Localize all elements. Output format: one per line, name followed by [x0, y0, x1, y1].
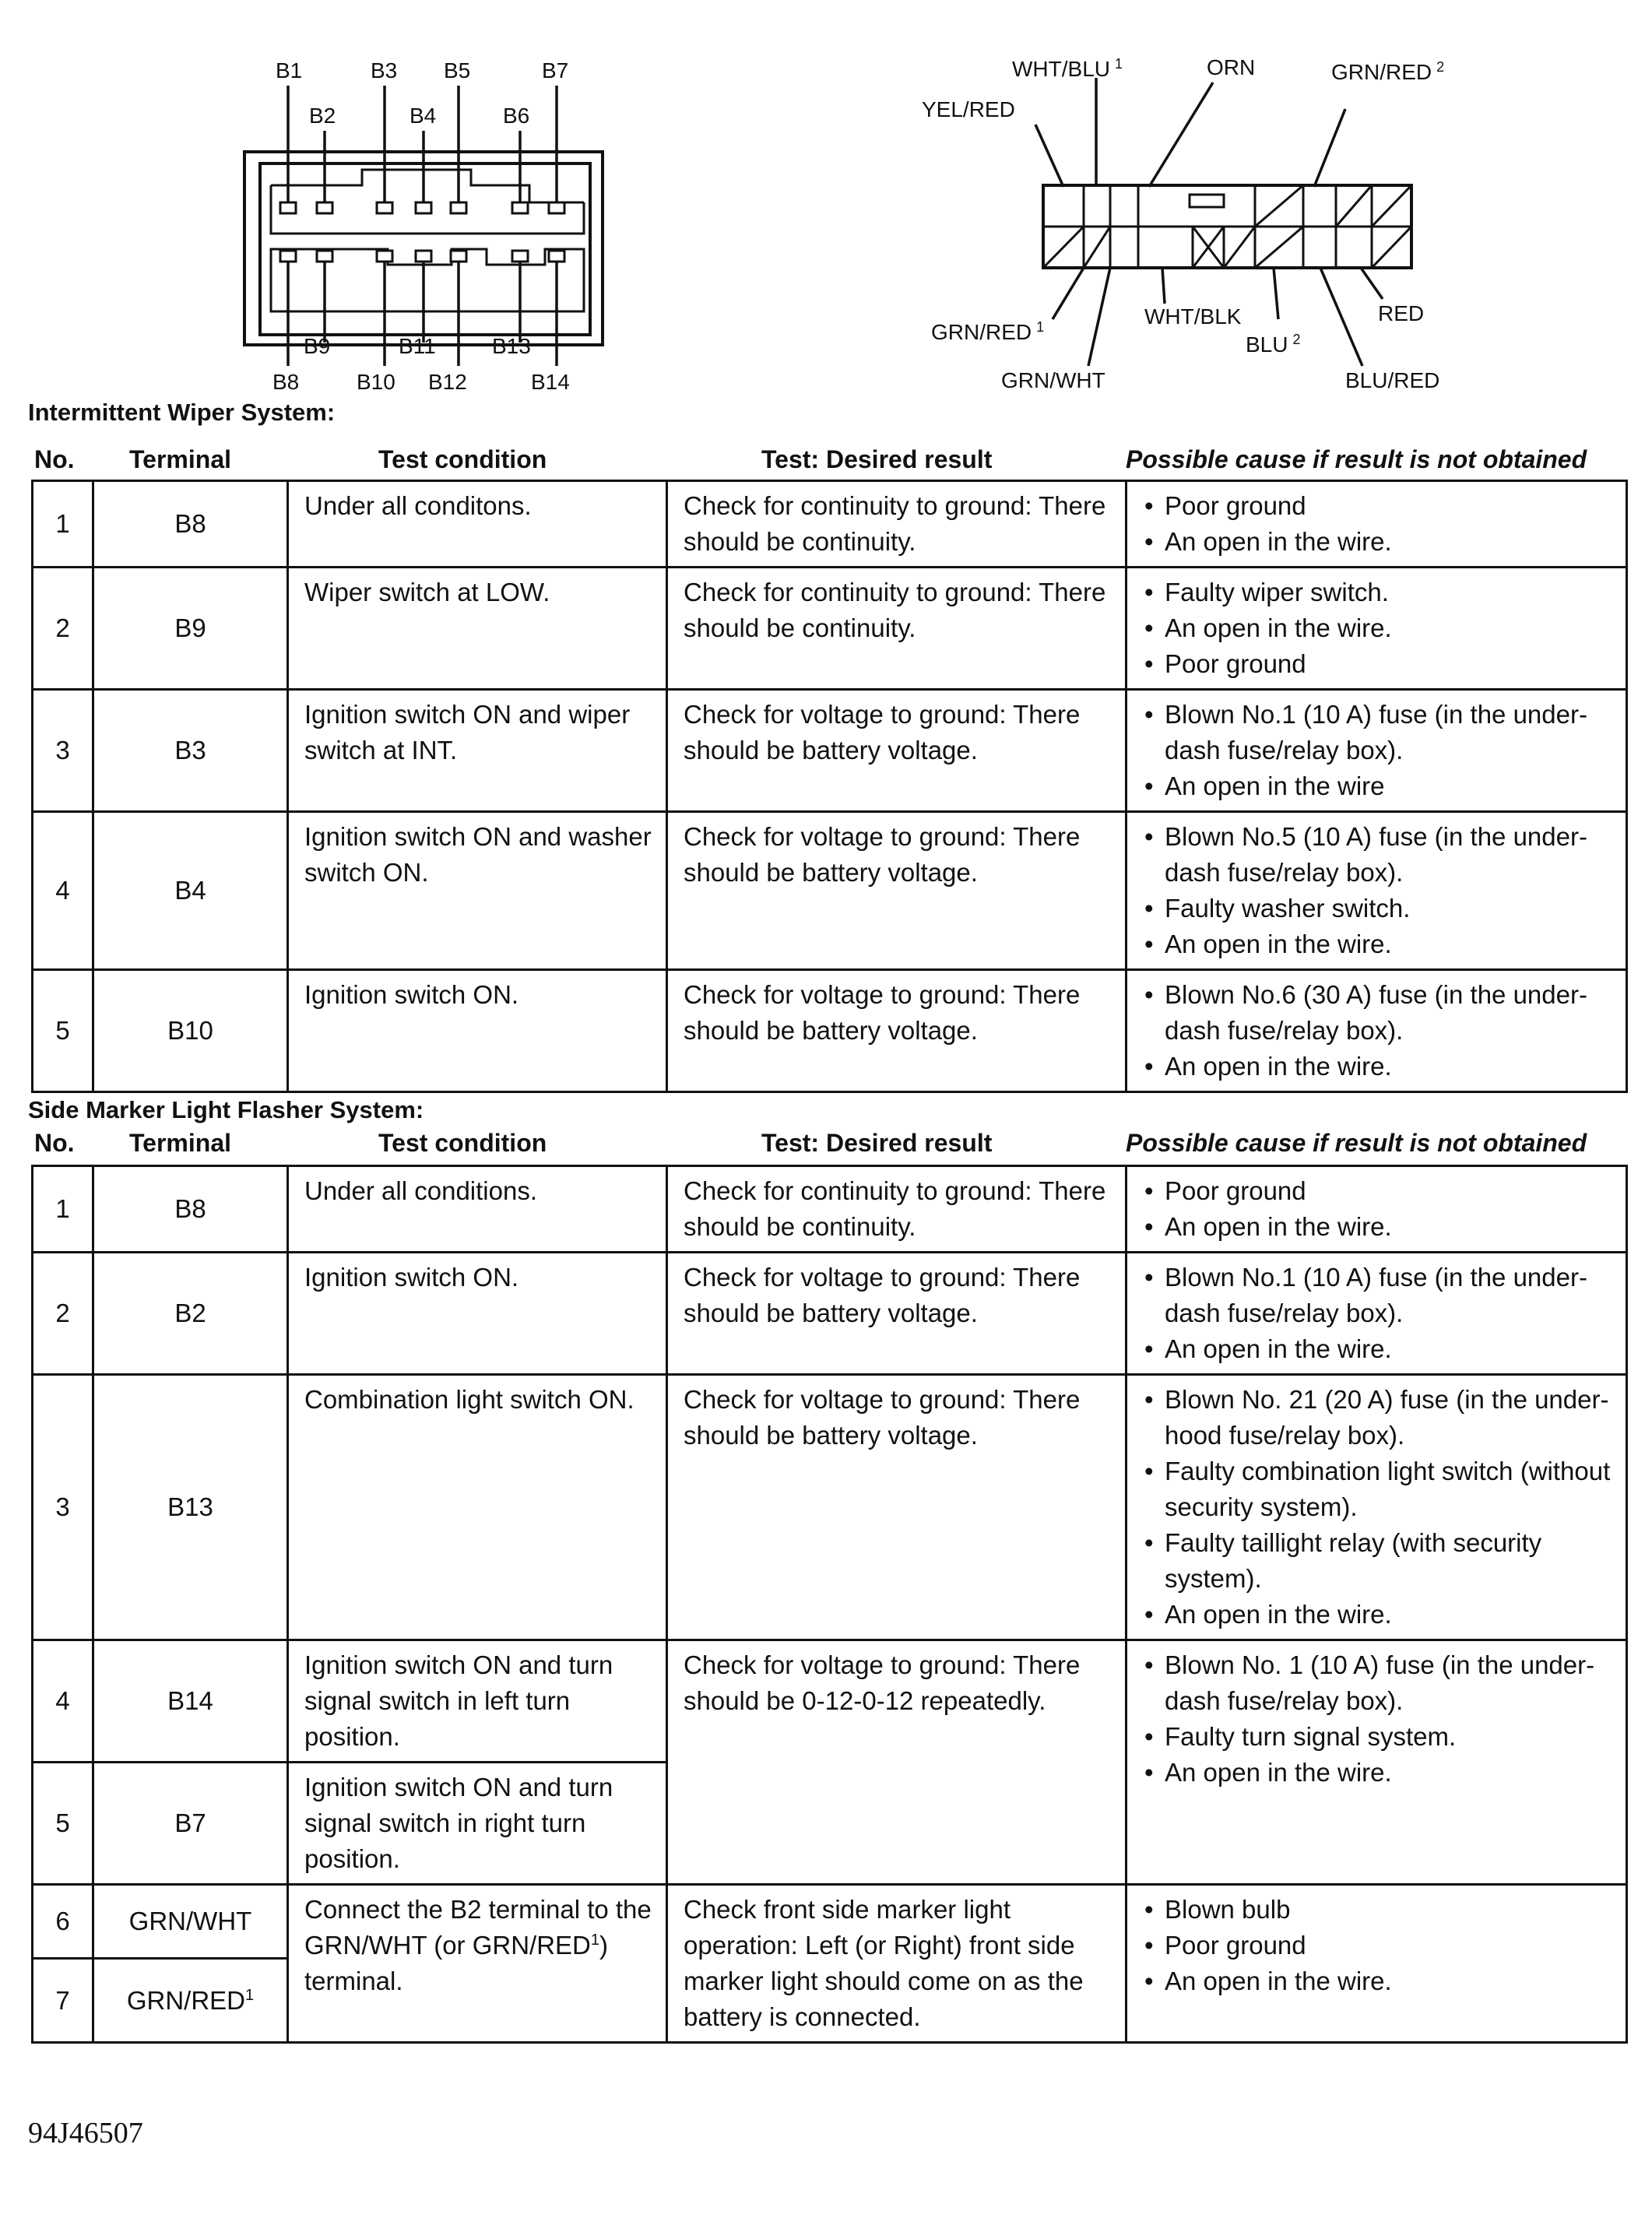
cell-causes	[1127, 1253, 1627, 1375]
cause-item: • An open in the wire.	[1143, 610, 1615, 646]
cause-item: • An open in the wire.	[1143, 1049, 1615, 1084]
cause-item: • Poor ground	[1143, 1928, 1615, 1963]
cell-causes	[1127, 481, 1627, 568]
cell-condition: Under all conditons.	[288, 481, 667, 568]
cell-condition: Ignition switch ON and wiper switch at INT.	[288, 690, 667, 812]
cell-result: Check for voltage to ground: There should be battery voltage.	[667, 1253, 1127, 1375]
cell-no: 4	[33, 1640, 93, 1763]
cell-result: Check for continuity to ground: There should be continuity.	[667, 481, 1127, 568]
pin-b9	[317, 251, 332, 262]
cause-item: • Blown No. 1 (10 A) fuse (in the under-dash fuse/relay box).	[1143, 1647, 1615, 1719]
table-row	[33, 970, 1627, 1092]
cell-terminal: GRN/RED$^1$	[93, 1959, 288, 2043]
cell-condition: Ignition switch ON.	[288, 1253, 667, 1375]
cell-terminal: GRN/WHT	[93, 1885, 288, 1959]
cell-result: Check for voltage to ground: There should be battery voltage.	[667, 1375, 1127, 1640]
cause-item: • Blown No.1 (10 A) fuse (in the under-dash fuse/relay box).	[1143, 1260, 1615, 1331]
cell-no: 7	[33, 1959, 93, 2043]
cell-no: 1	[33, 1166, 93, 1253]
label-b10: B10	[357, 370, 395, 394]
label-grn-red-2: GRN/RED $^2$	[1331, 59, 1445, 84]
label-b9: B9	[304, 334, 331, 358]
cause-item: • An open in the wire.	[1143, 1755, 1615, 1791]
label-b1: B1	[276, 58, 303, 83]
cell-terminal: B9	[93, 568, 288, 690]
cell-no: 5	[33, 1763, 93, 1885]
pin-b11	[416, 251, 431, 262]
connector-lock-tab	[1190, 195, 1224, 207]
cell-causes	[1127, 970, 1627, 1092]
cause-item: • Poor ground	[1143, 646, 1615, 682]
cause-item: • An open in the wire.	[1143, 1963, 1615, 1999]
wiper-test-table	[31, 480, 1628, 1093]
label-b2: B2	[309, 104, 336, 128]
label-b8: B8	[272, 370, 300, 394]
cause-item: • Faulty washer switch.	[1143, 891, 1615, 926]
label-wht-blu: WHT/BLU $^1$	[1012, 56, 1123, 81]
label-b7: B7	[542, 58, 569, 83]
table-row	[33, 1640, 1627, 1763]
cell-result: Check for voltage to ground: There should be battery voltage.	[667, 970, 1127, 1092]
header-possible-cause: Possible cause if result is not obtained	[1126, 1129, 1587, 1157]
pin-b1	[280, 202, 296, 213]
table-row	[33, 568, 1627, 690]
cause-item: • Faulty wiper switch.	[1143, 575, 1615, 610]
header-terminal: Terminal	[129, 445, 231, 473]
label-b3: B3	[371, 58, 398, 83]
cause-item: • An open in the wire	[1143, 768, 1615, 804]
cell-terminal: B3	[93, 690, 288, 812]
cause-item: • An open in the wire.	[1143, 1209, 1615, 1245]
cell-terminal: B8	[93, 481, 288, 568]
figure-reference-code: 94J46507	[28, 2117, 143, 2149]
cell-no: 2	[33, 568, 93, 690]
cell-no: 3	[33, 690, 93, 812]
right-connector-diagram	[919, 47, 1479, 405]
cause-item: • An open in the wire.	[1143, 1597, 1615, 1633]
cell-causes	[1127, 812, 1627, 970]
pin-b7	[549, 202, 564, 213]
pin-b14	[549, 251, 564, 262]
table-row	[33, 481, 1627, 568]
pin-b12	[451, 251, 466, 262]
header-desired-result: Test: Desired result	[761, 445, 993, 473]
side-marker-test-table	[31, 1165, 1628, 2044]
label-grn-red-1: GRN/RED $^1$	[931, 319, 1045, 344]
cell-terminal: B8	[93, 1166, 288, 1253]
pin-b2	[317, 202, 332, 213]
cell-causes	[1127, 1375, 1627, 1640]
cause-item: • An open in the wire.	[1143, 926, 1615, 962]
pin-b8	[280, 251, 296, 262]
cell-condition: Combination light switch ON.	[288, 1375, 667, 1640]
cell-causes	[1127, 568, 1627, 690]
label-blu: BLU $^2$	[1246, 332, 1301, 357]
header-test-condition: Test condition	[378, 1129, 547, 1157]
label-blu-red: BLU/RED	[1345, 368, 1440, 392]
cause-item: • Faulty turn signal system.	[1143, 1719, 1615, 1755]
cell-no: 5	[33, 970, 93, 1092]
header-no: No.	[34, 445, 75, 473]
label-orn: ORN	[1207, 55, 1256, 79]
label-red: RED	[1378, 301, 1425, 325]
cell-no: 3	[33, 1375, 93, 1640]
header-desired-result: Test: Desired result	[761, 1129, 993, 1157]
pin-b3	[377, 202, 392, 213]
cell-no: 4	[33, 812, 93, 970]
pin-b5	[451, 202, 466, 213]
cell-condition: Ignition switch ON.	[288, 970, 667, 1092]
cell-causes	[1127, 1885, 1627, 2043]
label-b12: B12	[428, 370, 467, 394]
cell-condition: Wiper switch at LOW.	[288, 568, 667, 690]
cell-result: Check for voltage to ground: There should be 0-12-0-12 repeatedly.	[667, 1640, 1127, 1885]
cause-item: • Poor ground	[1143, 488, 1615, 524]
cause-item: • Blown bulb	[1143, 1892, 1615, 1928]
cell-no: 6	[33, 1885, 93, 1959]
cell-causes	[1127, 1166, 1627, 1253]
cause-item: • Poor ground	[1143, 1173, 1615, 1209]
header-terminal: Terminal	[129, 1129, 231, 1157]
label-yel-red: YEL/RED	[922, 97, 1015, 121]
cell-result: Check for continuity to ground: There should be continuity.	[667, 1166, 1127, 1253]
cell-terminal: B7	[93, 1763, 288, 1885]
cause-item: • Blown No. 21 (20 A) fuse (in the under-hood fuse/relay box).	[1143, 1382, 1615, 1453]
label-b6: B6	[503, 104, 530, 128]
cause-item: • An open in the wire.	[1143, 524, 1615, 560]
cause-item: • Faulty combination light switch (without security system).	[1143, 1453, 1615, 1525]
cell-causes	[1127, 1640, 1627, 1885]
cell-result: Check for voltage to ground: There should be battery voltage.	[667, 812, 1127, 970]
cause-item: • An open in the wire.	[1143, 1331, 1615, 1367]
table-row	[33, 1166, 1627, 1253]
table-row	[33, 1253, 1627, 1375]
header-possible-cause: Possible cause if result is not obtained	[1126, 445, 1587, 473]
cell-condition: Connect the B2 terminal to the GRN/WHT (or GRN/RED$^1$) terminal.	[288, 1885, 667, 2043]
section-title-wiper: Intermittent Wiper System:	[28, 399, 336, 426]
label-b11: B11	[399, 334, 436, 358]
header-test-condition: Test condition	[378, 445, 547, 473]
cell-no: 2	[33, 1253, 93, 1375]
cause-item: • Blown No.5 (10 A) fuse (in the under-dash fuse/relay box).	[1143, 819, 1615, 891]
cell-terminal: B4	[93, 812, 288, 970]
cell-condition: Under all conditions.	[288, 1166, 667, 1253]
pin-b13	[512, 251, 528, 262]
label-b4: B4	[409, 104, 437, 128]
cell-terminal: B13	[93, 1375, 288, 1640]
cell-result: Check for continuity to ground: There should be continuity.	[667, 568, 1127, 690]
cell-condition: Ignition switch ON and turn signal switch in left turn position.	[288, 1640, 667, 1763]
cell-causes	[1127, 690, 1627, 812]
table-row	[33, 690, 1627, 812]
section-title-side-marker: Side Marker Light Flasher System:	[28, 1096, 424, 1123]
cause-item: • Faulty taillight relay (with security system).	[1143, 1525, 1615, 1597]
left-connector-diagram	[218, 47, 638, 405]
table-row	[33, 1375, 1627, 1640]
label-b5: B5	[444, 58, 471, 83]
table-row	[33, 1885, 1627, 1959]
label-wht-blk: WHT/BLK	[1144, 304, 1242, 329]
cell-no: 1	[33, 481, 93, 568]
cause-item: • Blown No.6 (30 A) fuse (in the under-dash fuse/relay box).	[1143, 977, 1615, 1049]
cell-condition: Ignition switch ON and washer switch ON.	[288, 812, 667, 970]
pin-b6	[512, 202, 528, 213]
table-row	[33, 812, 1627, 970]
pin-b4	[416, 202, 431, 213]
label-b13: B13	[492, 334, 531, 358]
cell-terminal: B2	[93, 1253, 288, 1375]
cell-terminal: B10	[93, 970, 288, 1092]
cell-result: Check front side marker light operation: Left (or Right) front side marker light should come on as the battery is connected.	[667, 1885, 1127, 2043]
cause-item: • Blown No.1 (10 A) fuse (in the under-dash fuse/relay box).	[1143, 697, 1615, 768]
cell-condition: Ignition switch ON and turn signal switch in right turn position.	[288, 1763, 667, 1885]
label-grn-wht: GRN/WHT	[1001, 368, 1105, 392]
header-no: No.	[34, 1129, 75, 1157]
pin-b10	[377, 251, 392, 262]
cell-terminal: B14	[93, 1640, 288, 1763]
label-b14: B14	[531, 370, 570, 394]
cell-result: Check for voltage to ground: There should be battery voltage.	[667, 690, 1127, 812]
